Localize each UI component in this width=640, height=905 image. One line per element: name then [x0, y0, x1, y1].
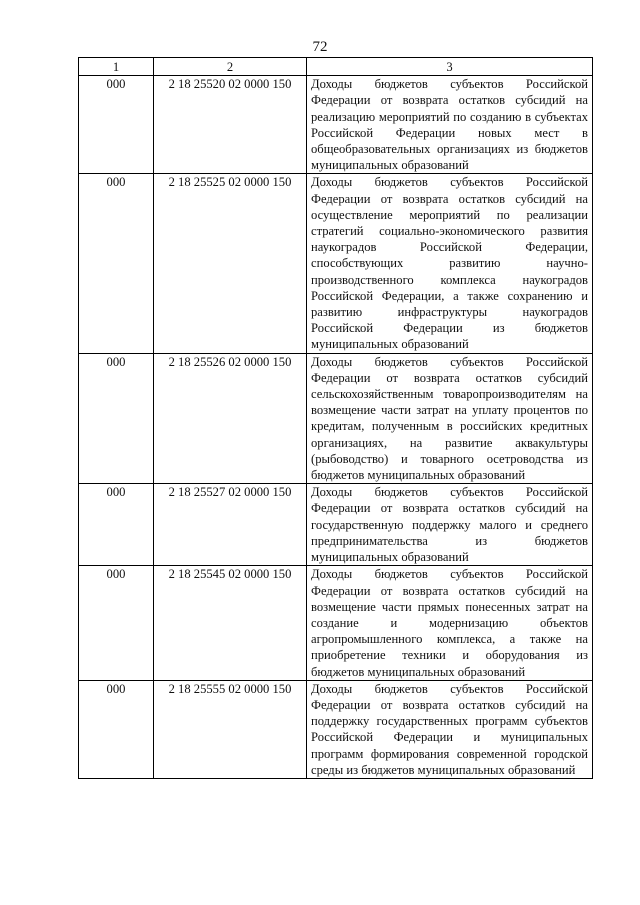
admin-code-cell: 000	[79, 484, 154, 566]
admin-code-cell: 000	[79, 353, 154, 484]
table-row	[79, 174, 593, 353]
column-header-1: 1	[79, 58, 154, 76]
revenue-code-cell: 2 18 25527 02 0000 150	[154, 484, 307, 566]
revenue-classification-table	[78, 57, 593, 779]
header-row	[79, 58, 593, 76]
column-header-2: 2	[154, 58, 307, 76]
revenue-code-cell: 2 18 25545 02 0000 150	[154, 566, 307, 680]
description-cell: Доходы бюджетов субъектов Российской Федерации от возврата остатков субсидий на поддержку государственных программ субъектов Российской Федерации и муниципальных программ формирования современной городской среды из бюджетов муниципальных образований	[307, 680, 593, 778]
column-header-3: 3	[307, 58, 593, 76]
table-row	[79, 353, 593, 484]
page-number: 72	[312, 39, 328, 55]
revenue-code-cell: 2 18 25555 02 0000 150	[154, 680, 307, 778]
admin-code-cell: 000	[79, 174, 154, 353]
admin-code-cell: 000	[79, 76, 154, 174]
table-row	[79, 76, 593, 174]
table-row	[79, 680, 593, 778]
table-row	[79, 484, 593, 566]
admin-code-cell: 000	[79, 566, 154, 680]
revenue-code-cell: 2 18 25526 02 0000 150	[154, 353, 307, 484]
description-cell: Доходы бюджетов субъектов Российской Федерации от возврата остатков субсидий на возмещение части прямых понесенных затрат на создание и модернизацию объектов агропромышленного комплекса, а также на приобретение техники и оборудования из бюджетов муниципальных образований	[307, 566, 593, 680]
description-cell: Доходы бюджетов субъектов Российской Федерации от возврата остатков субсидий на реализацию мероприятий по созданию в субъектах Российской Федерации новых мест в общеобразовательных организациях из бюджетов муниципальных образований	[307, 76, 593, 174]
revenue-code-cell: 2 18 25520 02 0000 150	[154, 76, 307, 174]
admin-code-cell: 000	[79, 680, 154, 778]
revenue-code-cell: 2 18 25525 02 0000 150	[154, 174, 307, 353]
table-row	[79, 566, 593, 680]
description-cell: Доходы бюджетов субъектов Российской Федерации от возврата остатков субсидий сельскохозяйственным товаропроизводителям на возмещение части затрат на уплату процентов по кредитам, полученным в российских кредитных организациях, на развитие аквакультуры (рыбоводство) и товарного осетроводства из бюджетов муниципальных образований	[307, 353, 593, 484]
description-cell: Доходы бюджетов субъектов Российской Федерации от возврата остатков субсидий на государственную поддержку малого и среднего предпринимательства из бюджетов муниципальных образований	[307, 484, 593, 566]
description-cell: Доходы бюджетов субъектов Российской Федерации от возврата остатков субсидий на осуществление мероприятий по реализации стратегий социально-экономического развития наукоградов Российской Федерации, способствующих развитию научно-производственного комплекса наукоградов Российской Федерации, а также сохранению и развитию инфраструктуры наукоградов Российской Федерации из бюджетов муниципальных образований	[307, 174, 593, 353]
